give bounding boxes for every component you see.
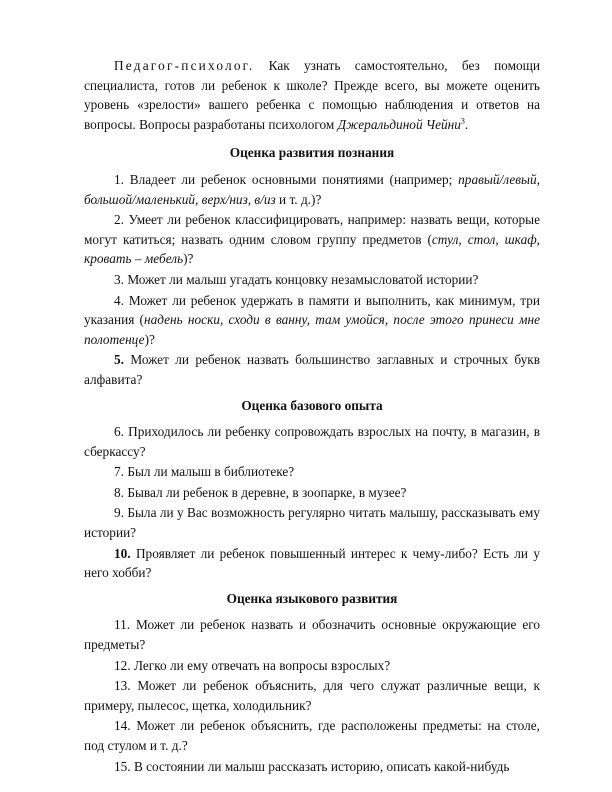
question-12 [84,656,540,676]
question-text: Бывал ли ребенок в деревне, в зоопарке, в музее? [127,484,407,500]
question-9 [84,503,540,542]
question-number: 3. [114,271,124,287]
question-text: Может ли ребенок объяснить, для чего служат различные вещи, к примеру, пылесос, щетка, холодильник? [84,678,540,713]
question-text: Может ли ребенок назвать и обозначить основные окружающие его предметы? [84,617,540,653]
question-15 [84,757,540,777]
question-10 [84,544,540,583]
question-text: Может ли малыш угадать концовку незамысловатой истории? [127,271,479,287]
section-title-language: Оценка языкового развития [226,590,398,606]
question-14 [84,716,540,755]
question-text: Может ли ребенок удержать в памяти и выполнить, как минимум, три указания ( [84,292,540,328]
question-text: Приходилось ли ребенку сопровождать взрослых на почту, в магазин, в сберкассу? [84,424,541,459]
question-text: Был ли малыш в библиотеке? [127,464,295,480]
question-number: 10. [114,545,131,561]
question-tail: )? [183,251,194,267]
question-11 [84,615,540,654]
question-example: стул, стол, шкаф, кровать – мебель [84,231,540,267]
intro-paragraph [84,56,540,134]
question-1 [84,170,540,209]
question-number: 13. [114,678,131,694]
question-13 [84,676,540,715]
section-title-cognition: Оценка развития познания [229,145,395,161]
question-number: 9. [114,505,124,521]
question-example: надень носки, сходи в ванну, там умойся, после этого принеси мне полотенце [84,312,540,347]
intro-end: . [464,116,469,132]
question-example: правый/левый, большой/маленький, верх/низ, в/из [84,171,540,207]
section-title-experience: Оценка базового опыта [241,397,383,413]
question-5 [84,350,540,389]
question-tail: )? [144,331,155,347]
intro-role: Педагог-психолог. [114,58,255,73]
question-text: Может ли ребенок объяснить, где расположены предметы: на столе, под стулом и т. д.? [84,718,541,753]
question-2 [84,210,540,269]
intro-text: Как узнать самостоятельно, без помощи специалиста, готов ли ребенок к школе? Прежде всего, вы можете оценить уровень «зрелости» вашего ребенка с помощью наблюдения и ответов на вопросы. Вопросы разработаны психологом [84,58,540,132]
question-text: Владеет ли ребенок основными понятиями (например; [129,171,459,187]
question-number: 7. [114,464,124,480]
question-text: Умеет ли ребенок классифицировать, например: назвать вещи, которые могут катиться; назвать одним словом группу предметов ( [84,212,541,247]
question-number: 1. [114,171,124,187]
question-8 [84,483,540,503]
document-body [84,56,540,777]
question-text: Может ли ребенок назвать большинство заглавных и строчных букв алфавита? [84,352,540,387]
question-text: В состоянии ли малыш рассказать историю, описать какой-нибудь [133,758,510,774]
question-text: Была ли у Вас возможность регулярно читать малышу, рассказывать ему истории? [84,505,540,541]
question-6 [84,422,540,461]
question-number: 11. [114,617,131,633]
footnote-marker: 3 [460,116,465,126]
question-number: 15. [114,758,131,774]
question-number: 8. [114,484,124,500]
question-tail: и т. д.)? [275,191,322,207]
question-number: 2. [114,212,124,228]
question-3 [84,270,540,290]
question-number: 14. [114,718,131,734]
question-text: Легко ли ему отвечать на вопросы взрослых? [133,657,391,673]
question-number: 12. [114,657,131,673]
question-7 [84,462,540,482]
question-number: 6. [114,424,124,440]
intro-author: Джеральдиной Чейни [337,116,461,132]
question-4 [84,291,540,350]
question-number: 4. [114,292,124,308]
question-text: Проявляет ли ребенок повышенный интерес к чему-либо? Есть ли у него хобби? [84,545,540,581]
question-number: 5. [114,352,124,368]
